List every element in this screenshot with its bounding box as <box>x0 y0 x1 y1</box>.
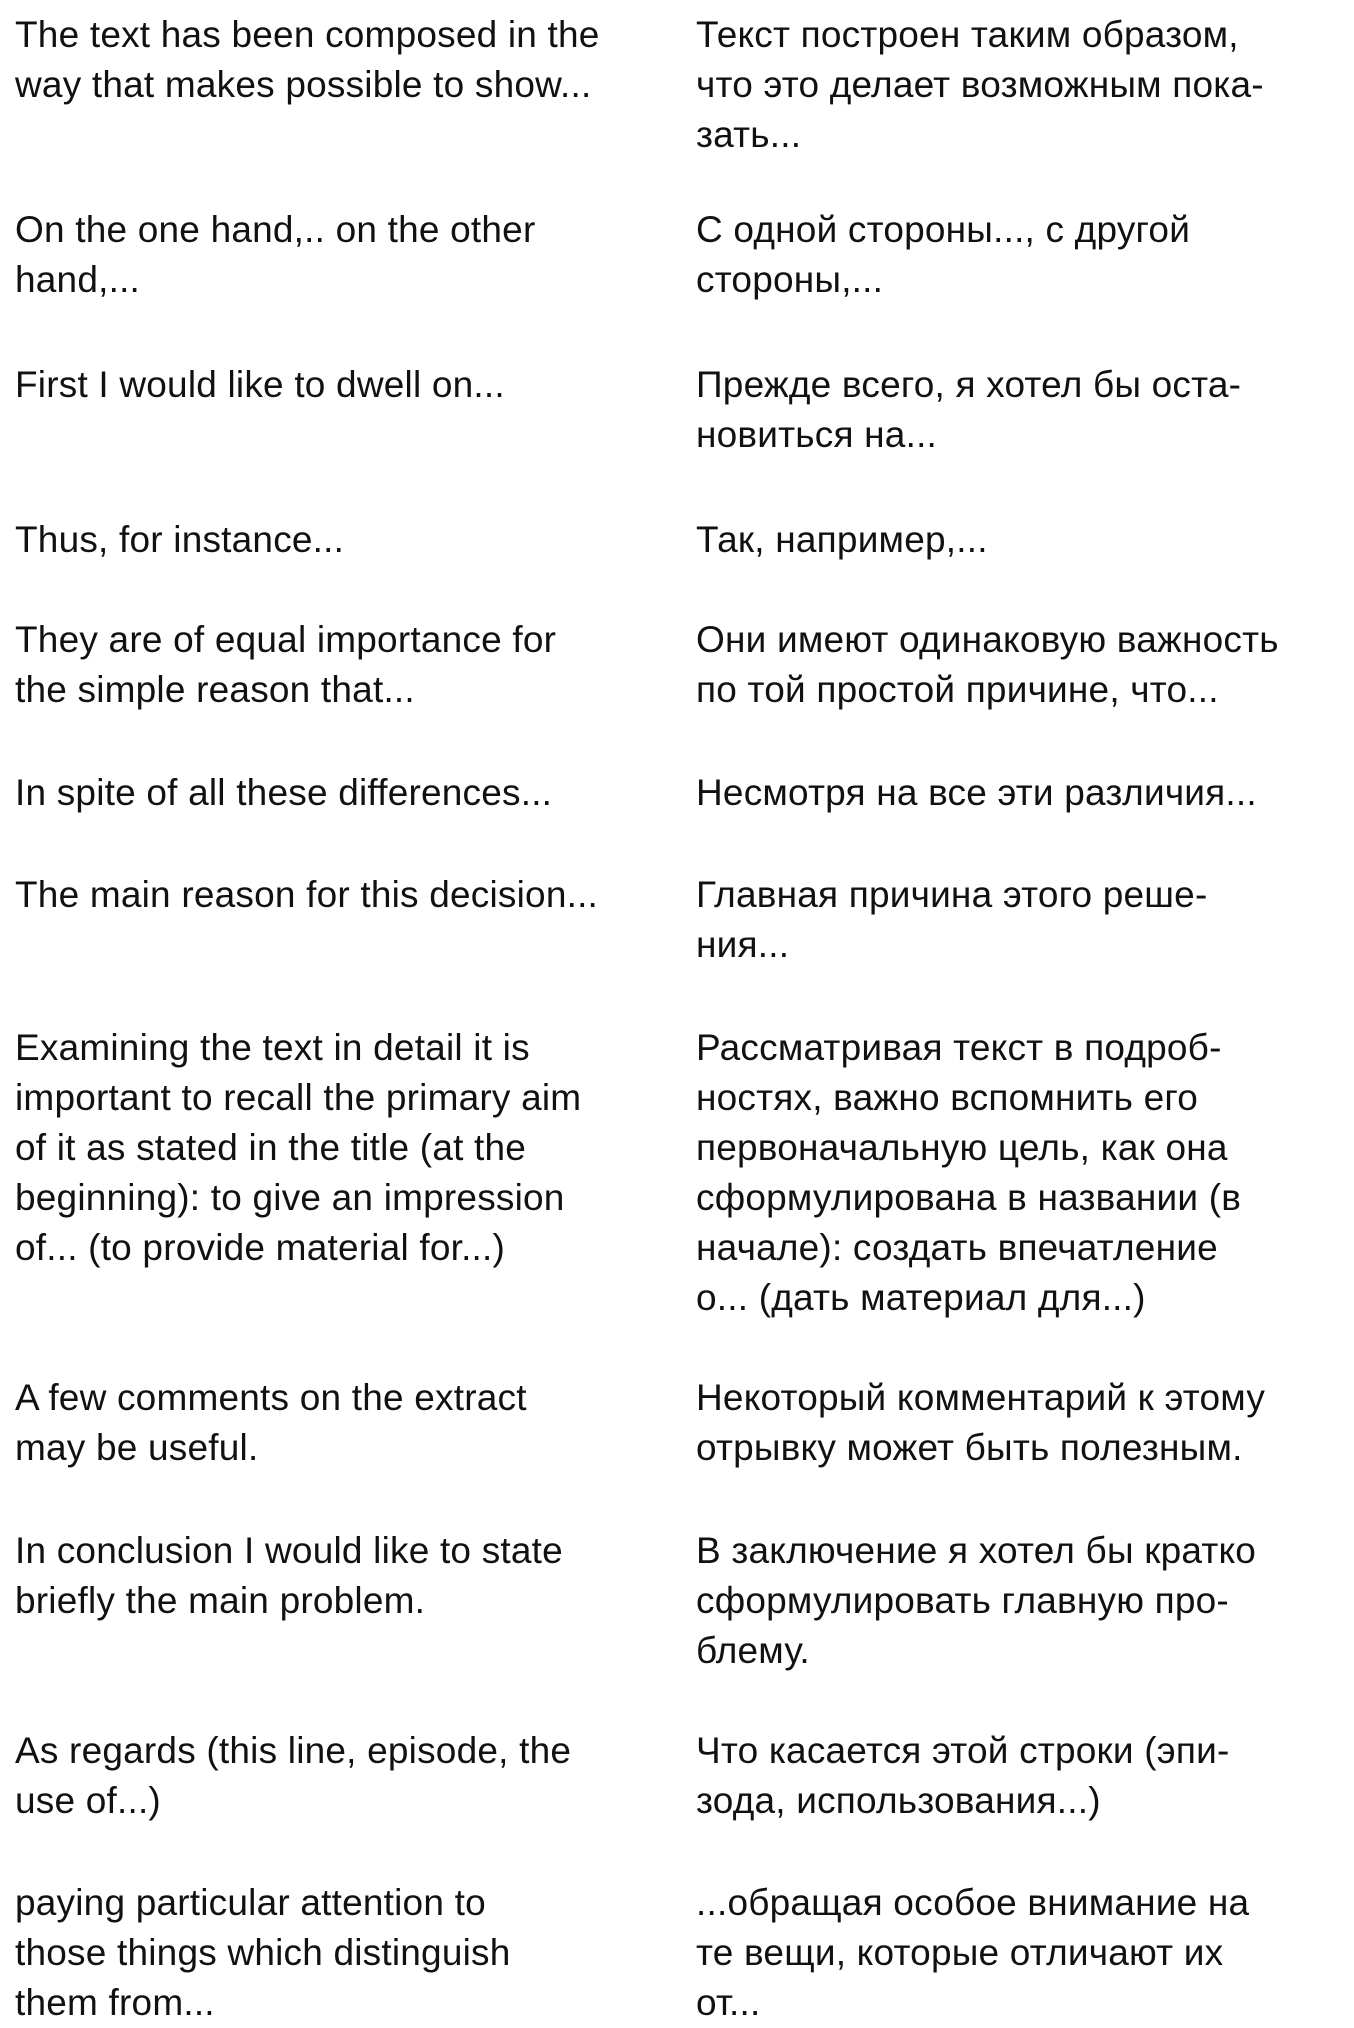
phrase-russian: С одной стороны..., с другой стороны,... <box>696 209 1191 300</box>
phrase-russian: В заключение я хотел бы кратко сформулировать главную про- блему. <box>696 1530 1257 1671</box>
phrase-english: The main reason for this decision... <box>15 874 599 915</box>
phrase-russian: ...обращая особое внимание на те вещи, которые отличают их от... <box>696 1882 1250 2023</box>
phrase-russian: Прежде всего, я хотел бы оста- новиться на... <box>696 364 1242 455</box>
phrase-russian: Что касается этой строки (эпи- зода, использования...) <box>696 1730 1230 1821</box>
phrase-english: On the one hand,.. on the other hand,... <box>15 209 536 300</box>
phrase-english: In spite of all these differences... <box>15 772 553 813</box>
phrase-english: In conclusion I would like to state briefly the main problem. <box>15 1530 563 1621</box>
phrase-english: Examining the text in detail it is important to recall the primary aim of it as stated in the title (at the beginning): to give an impression of... (to provide material for...) <box>15 1027 582 1268</box>
phrase-russian: Несмотря на все эти различия... <box>696 772 1257 813</box>
phrase-russian: Так, например,... <box>696 519 988 560</box>
phrase-russian: Рассматривая текст в подроб- ностях, важно вспомнить его первоначальную цель, как она сформулирована в названии (в начале): создать впечатление о... (дать материал для...) <box>696 1027 1242 1318</box>
phrase-english: First I would like to dwell on... <box>15 364 505 405</box>
phrase-english: The text has been composed in the way that makes possible to show... <box>15 14 600 105</box>
phrase-russian: Они имеют одинаковую важность по той простой причине, что... <box>696 619 1279 710</box>
phrase-english: Thus, for instance... <box>15 519 345 560</box>
phrase-russian: Главная причина этого реше- ния... <box>696 874 1208 965</box>
phrase-russian: Текст построен таким образом, что это делает возможным пока- зать... <box>696 14 1264 155</box>
phrase-russian: Некоторый комментарий к этому отрывку может быть полезным. <box>696 1377 1266 1468</box>
phrase-english: As regards (this line, episode, the use of...) <box>15 1730 572 1821</box>
phrase-english: paying particular attention to those things which distinguish them from... <box>15 1882 511 2023</box>
phrase-english: They are of equal importance for the simple reason that... <box>15 619 557 710</box>
phrase-english: A few comments on the extract may be useful. <box>15 1377 527 1468</box>
